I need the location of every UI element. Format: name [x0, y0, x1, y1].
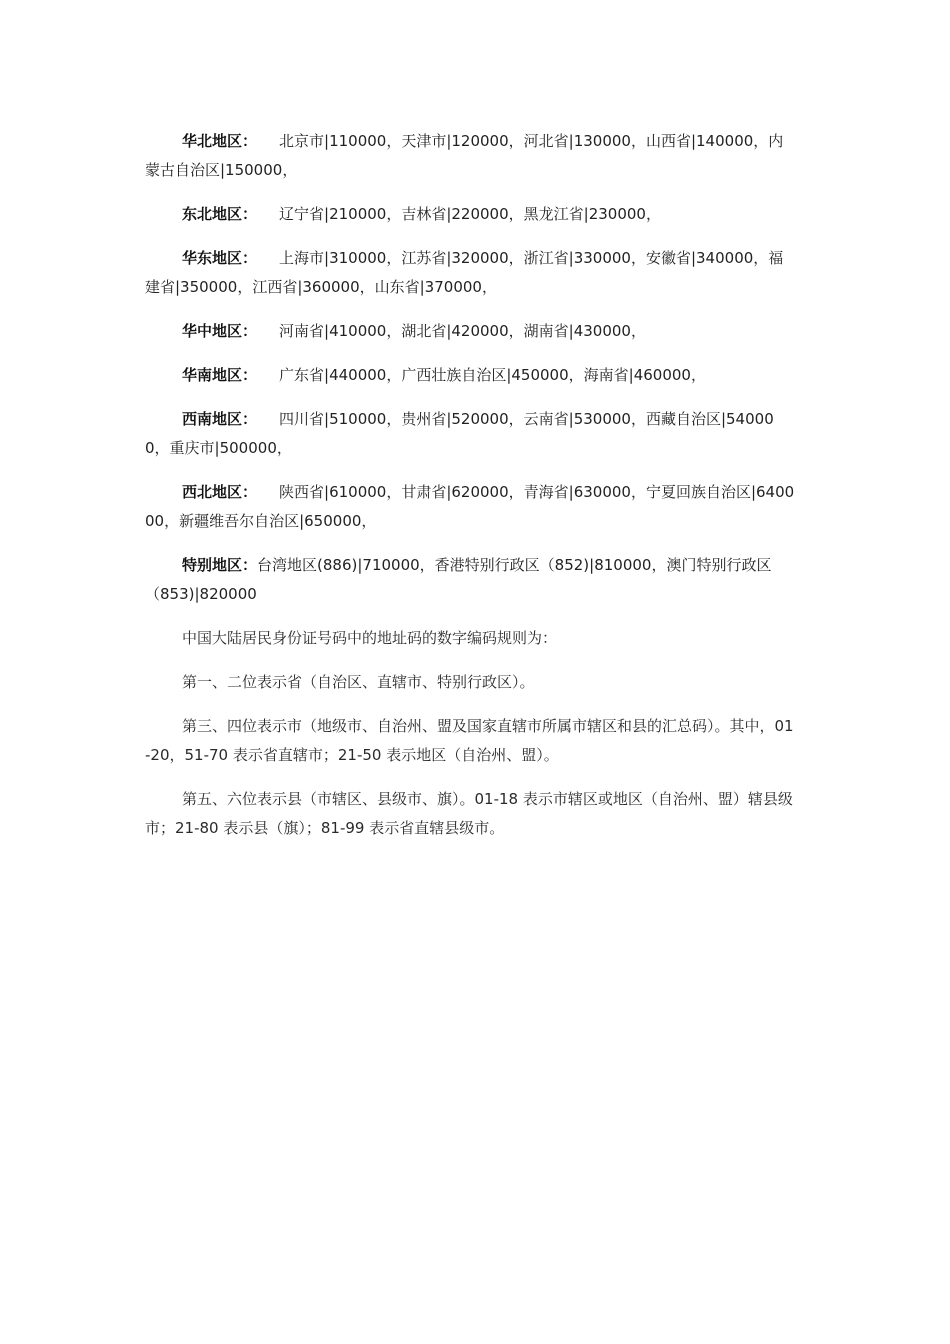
region-paragraph-northwest	[145, 478, 795, 536]
region-label: 东北地区：	[182, 205, 258, 223]
region-codes: 陕西省|610000，甘肃省|620000，青海省|630000，宁夏回族自治区|640000，新疆维吾尔自治区|650000，	[145, 483, 795, 530]
region-paragraph-east-china	[145, 244, 795, 302]
region-label: 西北地区：	[182, 483, 258, 501]
rules-intro: 中国大陆居民身份证号码中的地址码的数字编码规则为：	[182, 629, 558, 647]
region-label: 华东地区：	[182, 249, 258, 267]
region-codes: 河南省|410000，湖北省|420000，湖南省|430000，	[279, 322, 646, 340]
region-label: 华中地区：	[182, 322, 258, 340]
rule-city-digits: 第三、四位表示市（地级市、自治州、盟及国家直辖市所属市辖区和县的汇总码）。其中，01-20，51-70 表示省直辖市；21-50 表示地区（自治州、盟）。	[145, 717, 794, 764]
region-paragraph-central-china	[145, 317, 795, 346]
region-label: 华南地区：	[182, 366, 258, 384]
region-paragraph-north-china	[145, 127, 795, 185]
region-codes: 上海市|310000，江苏省|320000，浙江省|330000，安徽省|340000，福建省|350000，江西省|360000，山东省|370000，	[145, 249, 784, 296]
region-label: 特别地区：	[182, 556, 258, 574]
region-label: 华北地区：	[182, 132, 258, 150]
region-codes: 辽宁省|210000，吉林省|220000，黑龙江省|230000，	[279, 205, 661, 223]
region-codes: 台湾地区(886)|710000，香港特别行政区（852)|810000，澳门特别行政区（853)|820000	[145, 556, 772, 603]
region-paragraph-special	[145, 551, 795, 609]
document-body	[145, 127, 795, 858]
region-codes: 四川省|510000，贵州省|520000，云南省|530000，西藏自治区|540000，重庆市|500000，	[145, 410, 774, 457]
region-codes: 广东省|440000，广西壮族自治区|450000，海南省|460000，	[279, 366, 706, 384]
region-codes: 北京市|110000，天津市|120000，河北省|130000，山西省|140000，内蒙古自治区|150000，	[145, 132, 784, 179]
rule-province-digits: 第一、二位表示省（自治区、直辖市、特别行政区）。	[182, 673, 535, 691]
region-paragraph-southwest	[145, 405, 795, 463]
region-paragraph-northeast	[145, 200, 795, 229]
region-label: 西南地区：	[182, 410, 258, 428]
rule-county-digits: 第五、六位表示县（市辖区、县级市、旗）。01-18 表示市辖区或地区（自治州、盟）辖县级市；21-80 表示县（旗）；81-99 表示省直辖县级市。	[145, 790, 793, 837]
region-paragraph-south-china	[145, 361, 795, 390]
